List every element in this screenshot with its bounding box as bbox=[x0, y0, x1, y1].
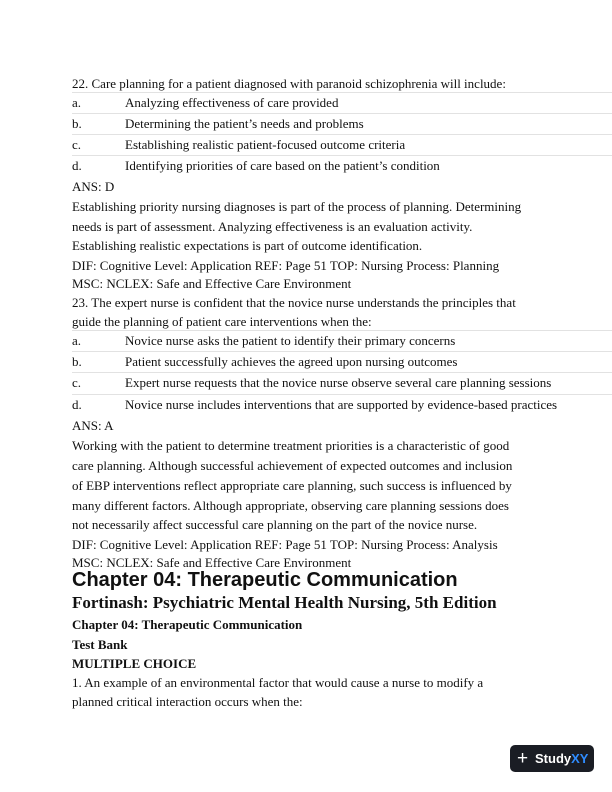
q22-option-d bbox=[72, 155, 612, 176]
option-text: Determining the patient’s needs and problems bbox=[125, 116, 364, 131]
option-text: Analyzing effectiveness of care provided bbox=[125, 95, 339, 110]
option-letter: a. bbox=[72, 95, 82, 110]
q23-rationale-line: Working with the patient to determine treatment priorities is a characteristic of good bbox=[72, 438, 510, 453]
q22-meta-dif: DIF: Cognitive Level: Application REF: Page 51 TOP: Nursing Process: Planning bbox=[72, 258, 500, 273]
q22-meta-msc: MSC: NCLEX: Safe and Effective Care Environment bbox=[72, 276, 352, 291]
q23-meta-msc: MSC: NCLEX: Safe and Effective Care Environment bbox=[72, 555, 352, 570]
q1-stem-line: 1. An example of an environmental factor that would cause a nurse to modify a bbox=[72, 675, 484, 690]
q23-rationale-line: care planning. Although successful achievement of expected outcomes and inclusion bbox=[72, 458, 513, 473]
option-text: Patient successfully achieves the agreed upon nursing outcomes bbox=[125, 354, 458, 369]
test-bank-label: Test Bank bbox=[72, 637, 128, 652]
option-letter: c. bbox=[72, 137, 82, 152]
option-letter: b. bbox=[72, 116, 82, 131]
q23-rationale-line: of EBP interventions reflect appropriate care planning, such success is influenced by bbox=[72, 478, 512, 493]
q23-rationale-line: not necessarily affect successful care planning on the part of the novice nurse. bbox=[72, 517, 478, 532]
chapter-heading: Chapter 04: Therapeutic Communication bbox=[72, 569, 458, 591]
option-text: Novice nurse includes interventions that are supported by evidence-based practices bbox=[125, 397, 558, 412]
section-label: MULTIPLE CHOICE bbox=[72, 656, 197, 671]
option-text: Expert nurse requests that the novice nurse observe several care planning sessions bbox=[125, 375, 552, 390]
plus-icon: + bbox=[517, 748, 529, 769]
q22-rationale-line: needs is part of assessment. Analyzing effectiveness is an evaluation activity. bbox=[72, 219, 473, 234]
q23-meta-dif: DIF: Cognitive Level: Application REF: Page 51 TOP: Nursing Process: Analysis bbox=[72, 537, 498, 552]
option-letter: d. bbox=[72, 397, 82, 412]
q23-option-b bbox=[72, 351, 612, 372]
q23-option-d bbox=[72, 394, 612, 415]
book-title: Fortinash: Psychiatric Mental Health Nursing, 5th Edition bbox=[72, 593, 497, 612]
q1-stem-line: planned critical interaction occurs when the: bbox=[72, 694, 303, 709]
q23-stem-line: 23. The expert nurse is confident that the novice nurse understands the principles that bbox=[72, 295, 516, 310]
option-letter: d. bbox=[72, 158, 82, 173]
q22-rationale-line: Establishing realistic expectations is part of outcome identification. bbox=[72, 238, 423, 253]
q22-rationale-line: Establishing priority nursing diagnoses is part of the process of planning. Determining bbox=[72, 199, 522, 214]
q22-option-b bbox=[72, 113, 612, 134]
q23-rationale-line: many different factors. Although appropriate, observing care planning sessions does bbox=[72, 498, 509, 513]
q23-answer: ANS: A bbox=[72, 418, 114, 433]
q22-stem: 22. Care planning for a patient diagnosed with paranoid schizophrenia will include: bbox=[72, 76, 506, 91]
q23-option-c bbox=[72, 372, 612, 393]
q22-answer: ANS: D bbox=[72, 179, 115, 194]
sub-chapter-title: Chapter 04: Therapeutic Communication bbox=[72, 617, 303, 632]
option-letter: c. bbox=[72, 375, 82, 390]
studyxy-logo[interactable] bbox=[510, 745, 594, 772]
q23-stem-line: guide the planning of patient care interventions when the: bbox=[72, 314, 372, 329]
logo-text-accent: XY bbox=[571, 751, 589, 766]
option-text: Identifying priorities of care based on the patient’s condition bbox=[125, 158, 440, 173]
q22-option-c bbox=[72, 134, 612, 155]
logo-text-main: Study bbox=[535, 751, 572, 766]
option-letter: b. bbox=[72, 354, 82, 369]
q22-option-a bbox=[72, 92, 612, 113]
option-text: Novice nurse asks the patient to identify their primary concerns bbox=[125, 333, 456, 348]
option-letter: a. bbox=[72, 333, 82, 348]
option-text: Establishing realistic patient-focused outcome criteria bbox=[125, 137, 406, 152]
q23-option-a bbox=[72, 330, 612, 351]
logo-text bbox=[535, 745, 588, 772]
